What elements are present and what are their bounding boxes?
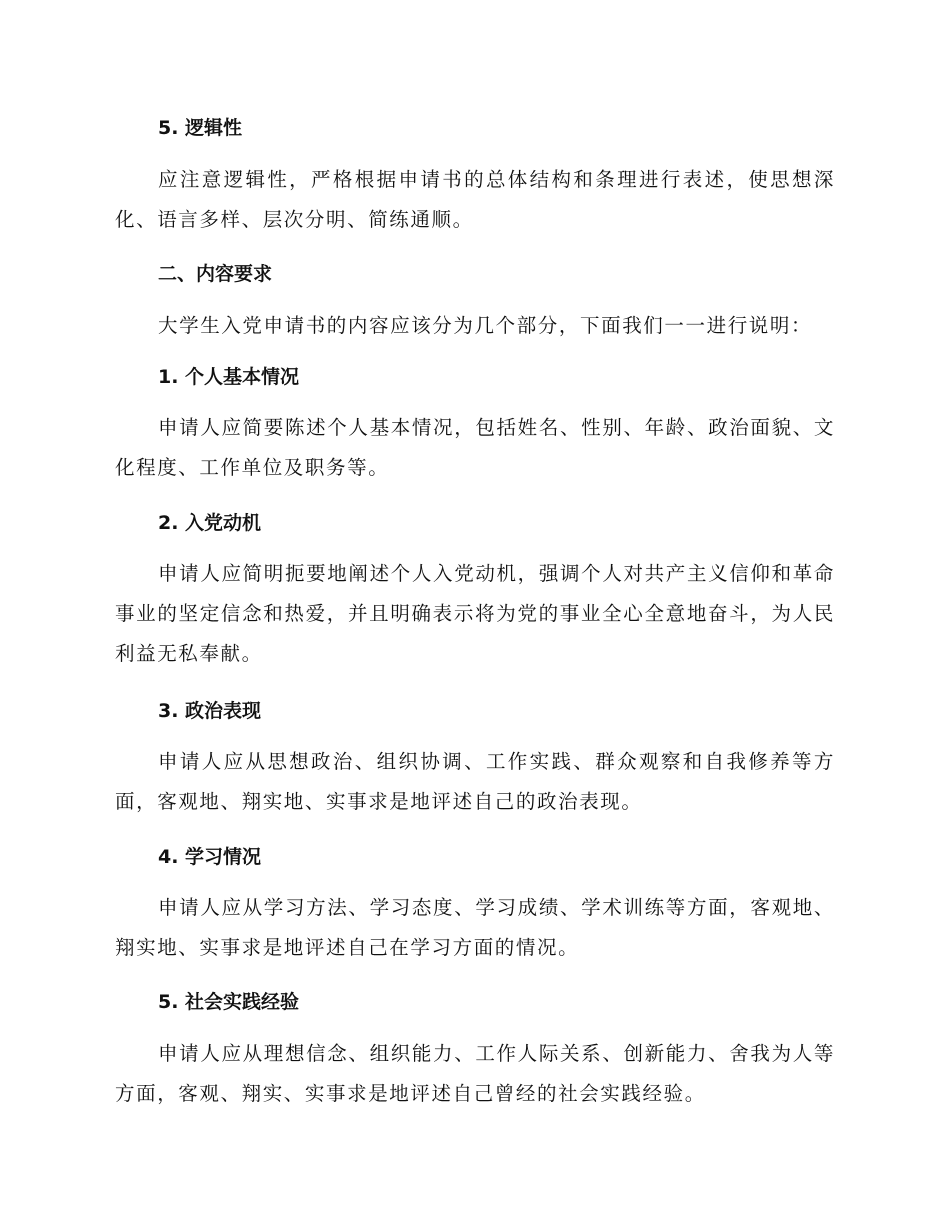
section-heading-logic: 5. 逻辑性 (158, 117, 243, 139)
paragraph-content-intro: 大学生入党申请书的内容应该分为几个部分，下面我们一一进行说明： (158, 314, 813, 337)
section-heading-content-requirements: 二、内容要求 (158, 263, 273, 285)
paragraph-study: 申请人应从学习方法、学习态度、学习成绩、学术训练等方面，客观地、翔实地、实事求是地评述自己在学习方面的情况。 (115, 896, 835, 959)
section-heading-motivation: 2. 入党动机 (158, 512, 262, 534)
paragraph-political: 申请人应从思想政治、组织协调、工作实践、群众观察和自我修养等方面，客观地、翔实地、实事求是地评述自己的政治表现。 (115, 750, 835, 813)
paragraph-logic: 应注意逻辑性，严格根据申请书的总体结构和条理进行表述，使思想深化、语言多样、层次分明、简练通顺。 (115, 168, 835, 231)
paragraph-social-practice: 申请人应从理想信念、组织能力、工作人际关系、创新能力、舍我为人等方面，客观、翔实、实事求是地评述自己曾经的社会实践经验。 (115, 1042, 835, 1105)
section-heading-social-practice: 5. 社会实践经验 (158, 991, 300, 1013)
section-heading-personal-info: 1. 个人基本情况 (158, 366, 300, 388)
paragraph-motivation: 申请人应简明扼要地阐述个人入党动机，强调个人对共产主义信仰和革命事业的坚定信念和热爱，并且明确表示将为党的事业全心全意地奋斗，为人民利益无私奉献。 (115, 562, 835, 665)
section-heading-political: 3. 政治表现 (158, 700, 262, 722)
paragraph-personal-info: 申请人应简要陈述个人基本情况，包括姓名、性别、年龄、政治面貌、文化程度、工作单位及职务等。 (115, 416, 835, 479)
section-heading-study: 4. 学习情况 (158, 846, 262, 868)
